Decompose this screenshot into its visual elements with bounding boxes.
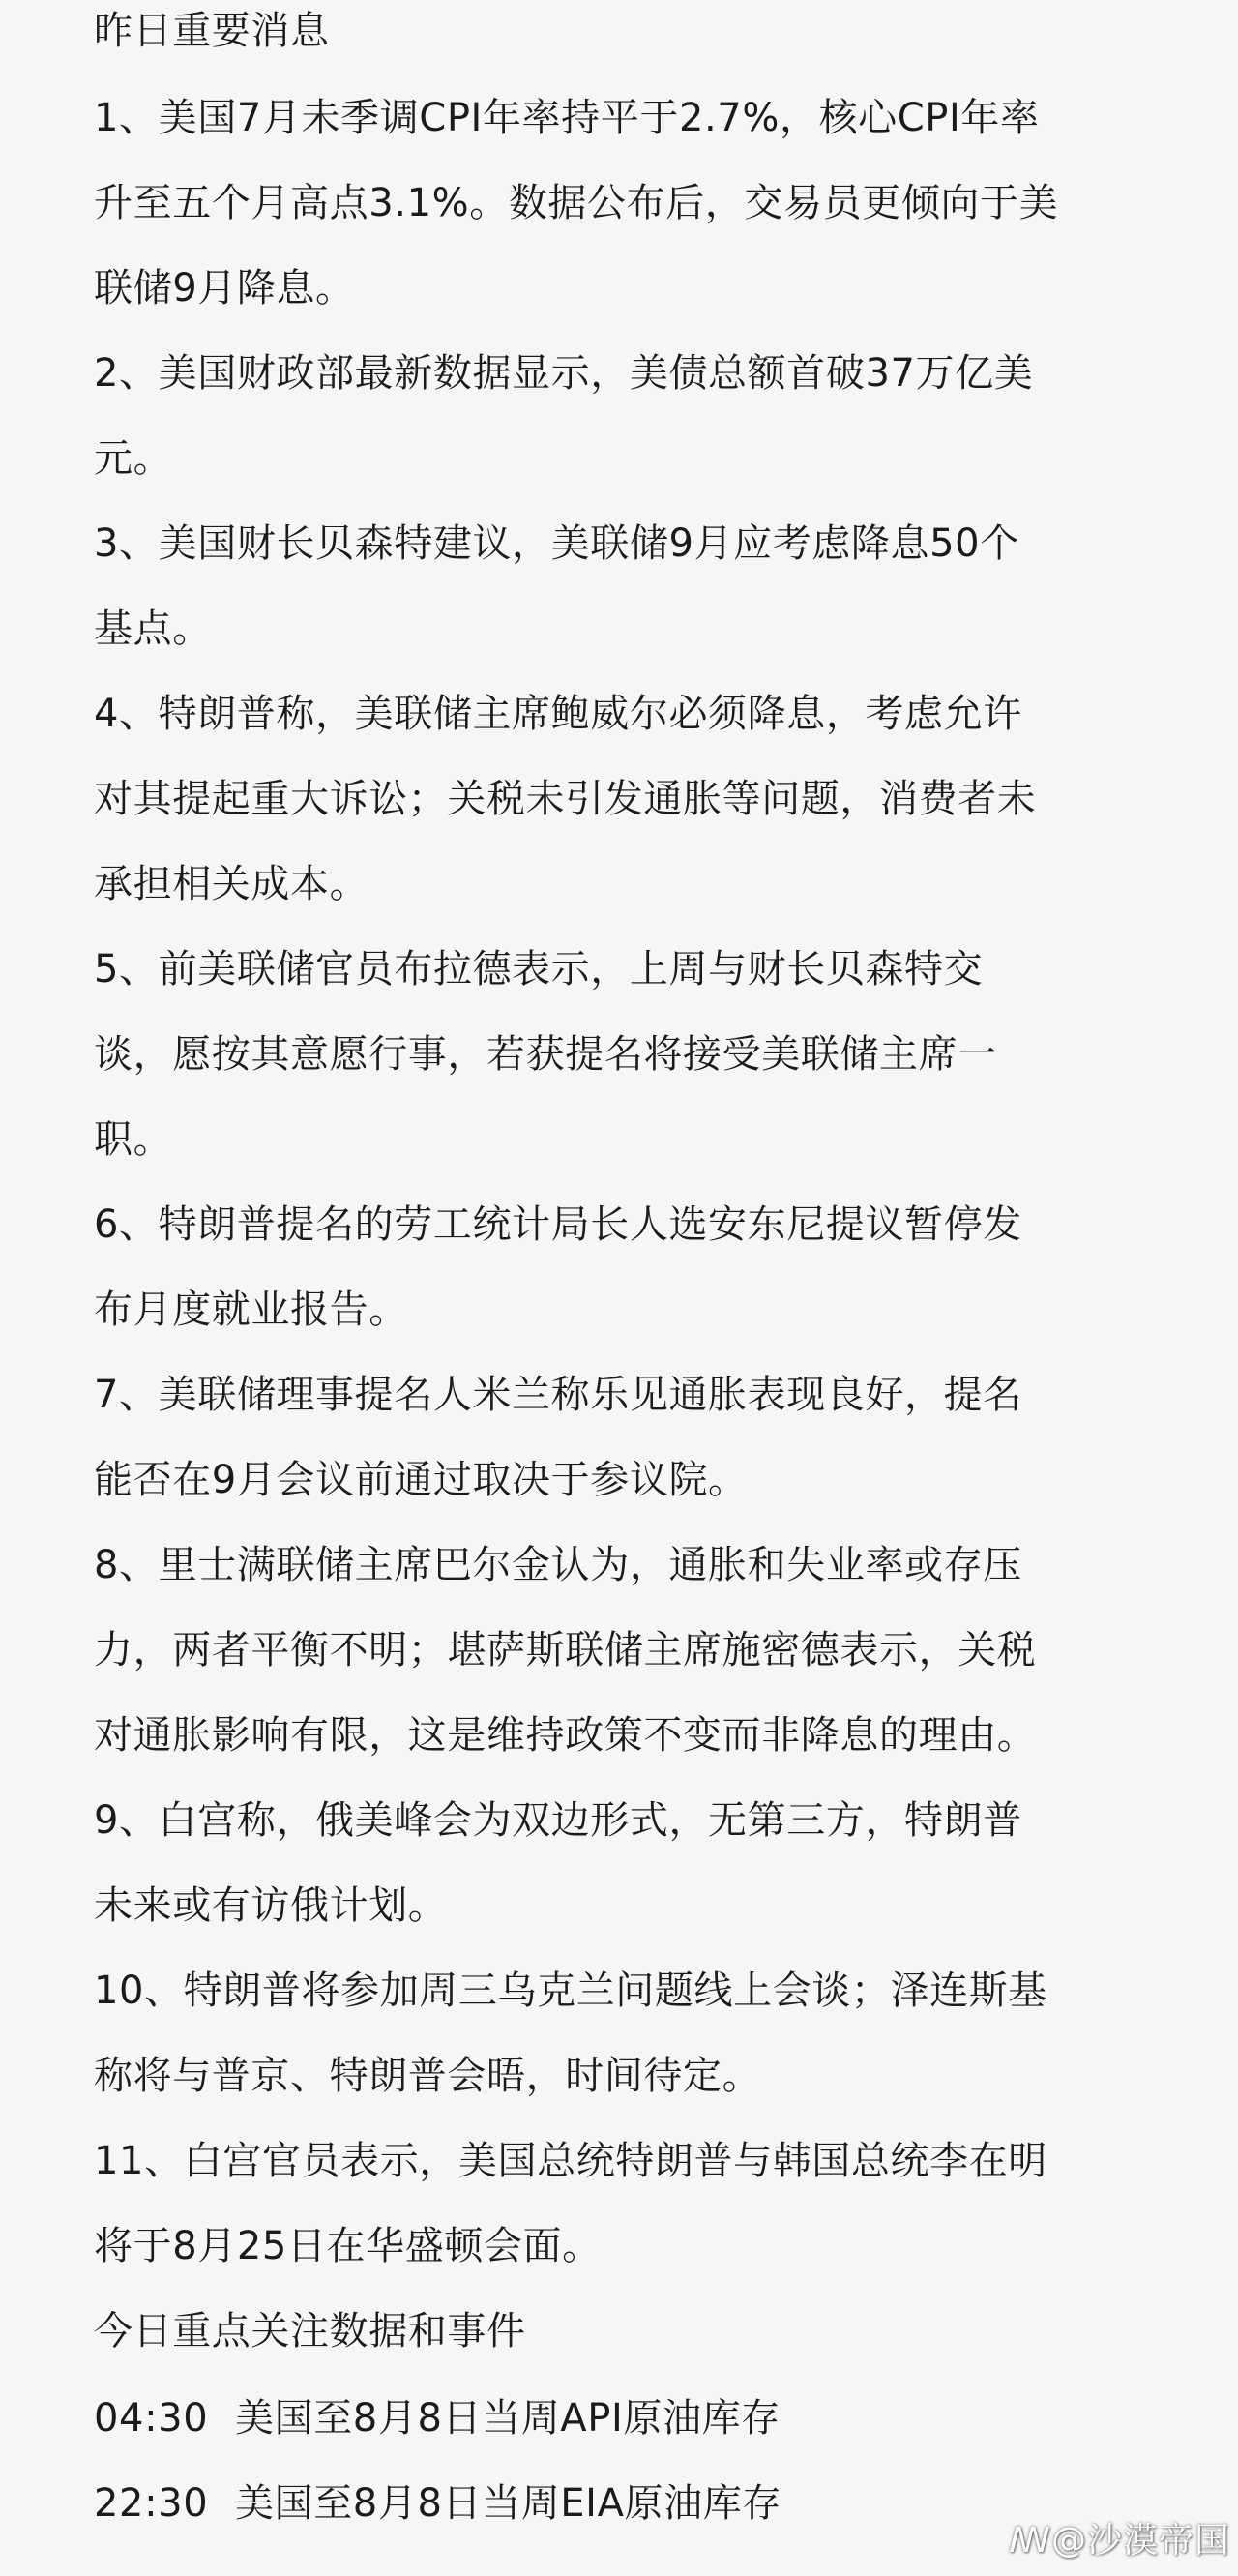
news-line: 对通胀影响有限，这是维持政策不变而非降息的理由。 <box>94 1713 1037 1758</box>
news-line: 布月度就业报告。 <box>94 1288 408 1332</box>
section-title-yesterday: 昨日重要消息 <box>94 9 330 53</box>
news-line: 6、特朗普提名的劳工统计局长人选安东尼提议暂停发 <box>94 1202 1022 1247</box>
news-line: 7、美联储理事提名人米兰称乐见通胀表现良好，提名 <box>94 1373 1022 1417</box>
news-line: 未来或有访俄计划。 <box>94 1883 448 1928</box>
news-line: 8、里士满联储主席巴尔金认为，通胀和失业率或存压 <box>94 1543 1022 1587</box>
section-title-today: 今日重点关注数据和事件 <box>94 2309 526 2354</box>
event-time: 04:30 <box>94 2396 209 2441</box>
news-line: 称将与普京、特朗普会晤，时间待定。 <box>94 2054 762 2098</box>
watermark-text: @沙漠帝国 <box>1050 2521 1230 2561</box>
watermark <box>1009 2520 1230 2562</box>
event-time: 22:30 <box>94 2481 209 2526</box>
news-line: 基点。 <box>94 607 212 651</box>
news-line: 10、特朗普将参加周三乌克兰问题线上会谈；泽连斯基 <box>94 1969 1047 2013</box>
news-line: 4、特朗普称，美联储主席鲍威尔必须降息，考虑允许 <box>94 692 1022 736</box>
news-line: 1、美国7月未季调CPI年率持平于2.7%，核心CPI年率 <box>94 96 1040 140</box>
event-row <box>94 2474 781 2532</box>
news-line: 联储9月降息。 <box>94 266 355 311</box>
news-line: 11、白宫官员表示，美国总统特朗普与韩国总统李在明 <box>94 2139 1047 2183</box>
watermark-logo-icon: ꟿ <box>1008 2521 1051 2561</box>
event-row <box>94 2389 781 2447</box>
news-line: 升至五个月高点3.1%。数据公布后，交易员更倾向于美 <box>94 181 1059 225</box>
news-line: 谈，愿按其意愿行事，若获提名将接受美联储主席一 <box>94 1032 997 1077</box>
news-line: 承担相关成本。 <box>94 862 369 906</box>
news-line: 将于8月25日在华盛顿会面。 <box>94 2224 602 2268</box>
news-line: 9、白宫称，俄美峰会为双边形式，无第三方，特朗普 <box>94 1798 1022 1843</box>
news-line: 5、前美联储官员布拉德表示，上周与财长贝森特交 <box>94 947 984 992</box>
news-line: 对其提起重大诉讼；关税未引发通胀等问题，消费者未 <box>94 777 1037 821</box>
news-line: 能否在9月会议前通过取决于参议院。 <box>94 1458 748 1502</box>
news-line: 职。 <box>94 1117 173 1162</box>
news-line: 2、美国财政部最新数据显示，美债总额首破37万亿美 <box>94 351 1034 396</box>
event-text: 美国至8月8日当周API原油库存 <box>235 2396 781 2441</box>
news-line: 元。 <box>94 436 173 481</box>
event-text: 美国至8月8日当周EIA原油库存 <box>235 2481 781 2526</box>
news-line: 3、美国财长贝森特建议，美联储9月应考虑降息50个 <box>94 521 1019 566</box>
news-line: 力，两者平衡不明；堪萨斯联储主席施密德表示，关税 <box>94 1628 1037 1673</box>
